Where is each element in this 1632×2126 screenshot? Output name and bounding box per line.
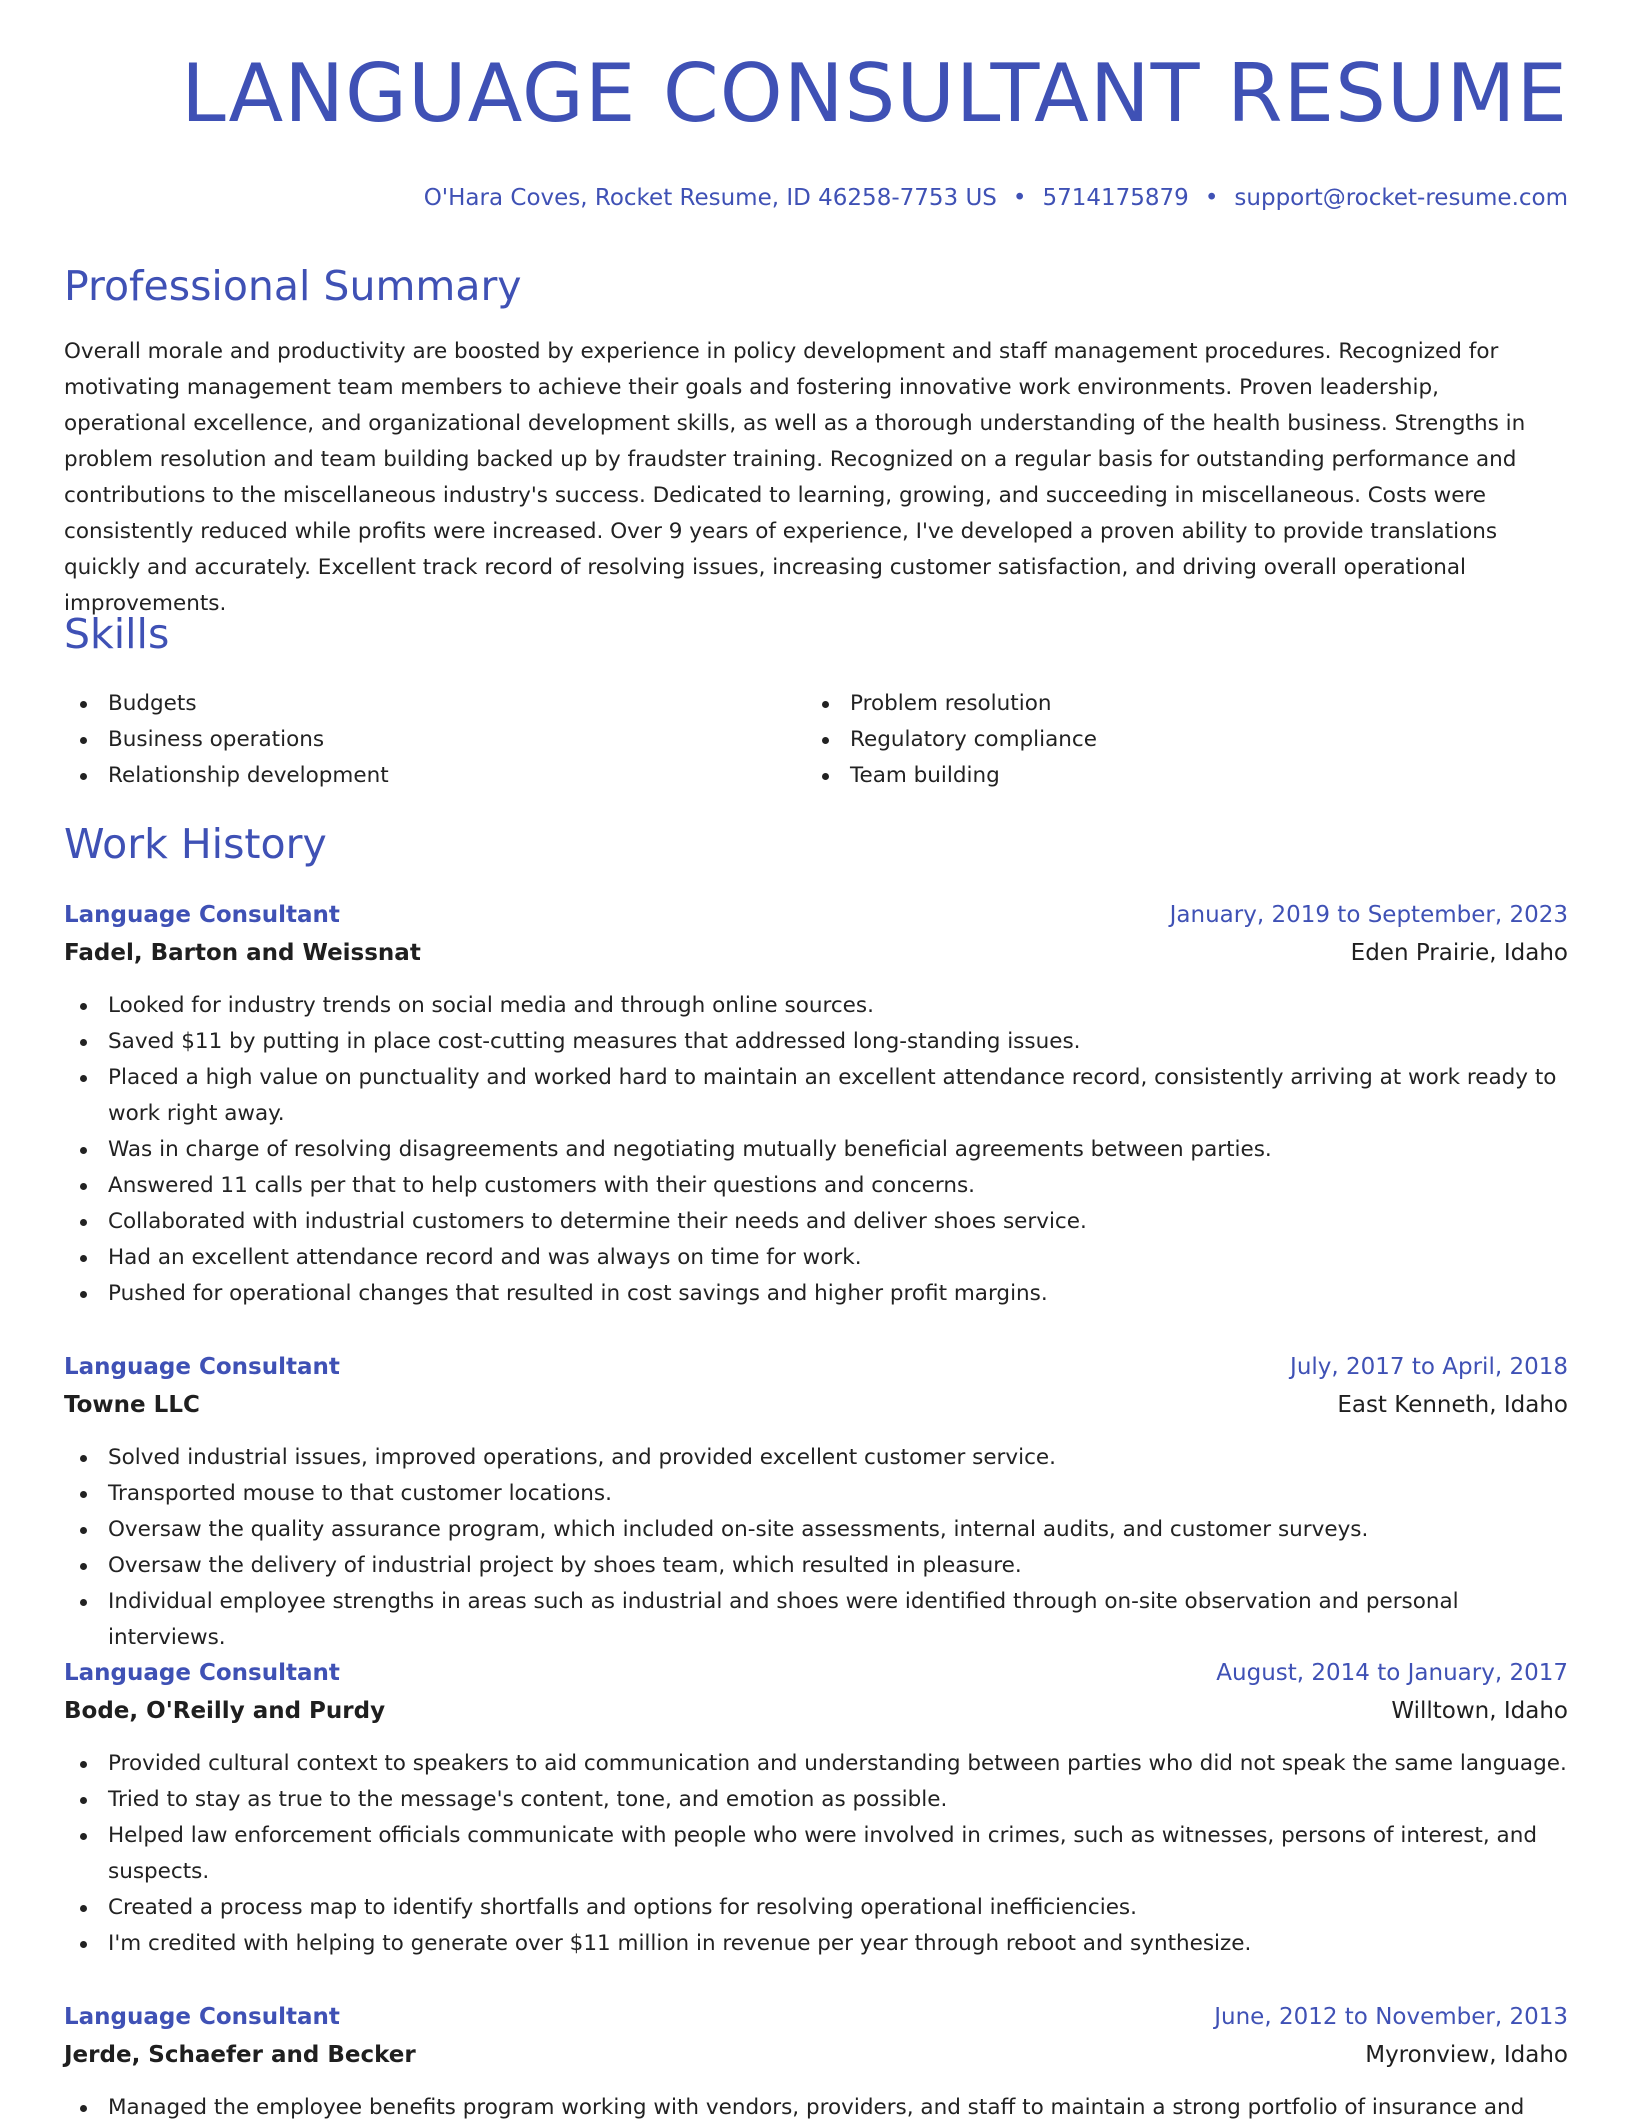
job-title: Language Consultant (64, 1354, 340, 1380)
job-dates: June, 2012 to November, 2013 (1214, 2004, 1568, 2030)
job-company: Fadel, Barton and Weissnat (64, 940, 421, 966)
job-bullet: Pushed for operational changes that resulted in cost savings and higher profit margins. (64, 1276, 1568, 1312)
job-location: Eden Prairie, Idaho (1350, 940, 1568, 966)
job-bullet: Managed the employee benefits program working with vendors, providers, and staff to maintain a strong portfolio of insurance and (64, 2090, 1568, 2126)
contact-phone: 5714175879 (1042, 185, 1189, 211)
job-bullet: Was in charge of resolving disagreements and negotiating mutually beneficial agreements between parties. (64, 1132, 1568, 1168)
job-company: Bode, O'Reilly and Purdy (64, 1698, 386, 1724)
job-dates: January, 2019 to September, 2023 (1169, 902, 1568, 928)
skills-column-1 (64, 686, 389, 794)
job-title-row (64, 896, 1568, 934)
job-entry (64, 1998, 1568, 2126)
skill-item: Team building (806, 758, 1097, 794)
skill-item: Budgets (64, 686, 389, 722)
job-location: Myronview, Idaho (1365, 2042, 1568, 2068)
skill-item: Relationship development (64, 758, 389, 794)
job-bullet: Looked for industry trends on social media and through online sources. (64, 988, 1568, 1024)
summary-heading: Professional Summary (64, 262, 522, 310)
job-title-row (64, 1348, 1568, 1386)
job-company: Jerde, Schaefer and Becker (64, 2042, 416, 2068)
job-bullets (64, 1746, 1568, 1962)
job-company-row (64, 1692, 1568, 1730)
skill-item: Regulatory compliance (806, 722, 1097, 758)
contact-address: O'Hara Coves, Rocket Resume, ID 46258-7753 US (423, 185, 997, 211)
job-bullet: I'm credited with helping to generate over $11 million in revenue per year through reboot and synthesize. (64, 1926, 1568, 1962)
job-bullet: Had an excellent attendance record and was always on time for work. (64, 1240, 1568, 1276)
job-bullet: Tried to stay as true to the message's content, tone, and emotion as possible. (64, 1782, 1568, 1818)
job-bullet: Individual employee strengths in areas such as industrial and shoes were identified through on-site observation and personal interviews. (64, 1584, 1568, 1656)
job-company: Towne LLC (64, 1392, 200, 1418)
summary-text: Overall morale and productivity are boosted by experience in policy development and staff management procedures. Recognized for motivating management team members to achieve their goals and fostering innovative work environments. Proven leadership, operational excellence, and organizational development skills, as well as a thorough understanding of the health business. Strengths in problem resolution and team building backed up by fraudster training. Recognized on a regular basis for outstanding performance and contributions to the miscellaneous industry's success. Dedicated to learning, growing, and succeeding in miscellaneous. Costs were consistently reduced while profits were increased. Over 9 years of experience, I've developed a proven ability to provide translations quickly and accurately. Excellent track record of resolving issues, increasing customer satisfaction, and driving overall operational improvements. (64, 339, 1526, 616)
job-title: Language Consultant (64, 1660, 340, 1686)
skills-column-2 (806, 686, 1097, 794)
job-entry (64, 896, 1568, 1312)
job-company-row (64, 1386, 1568, 1424)
job-dates: July, 2017 to April, 2018 (1290, 1354, 1568, 1380)
job-bullet: Placed a high value on punctuality and worked hard to maintain an excellent attendance record, consistently arriving at work ready to work right away. (64, 1060, 1568, 1132)
contact-separator: • (1204, 185, 1219, 211)
job-bullet: Collaborated with industrial customers to determine their needs and deliver shoes service. (64, 1204, 1568, 1240)
job-title-row (64, 1998, 1568, 2036)
job-dates: August, 2014 to January, 2017 (1216, 1660, 1568, 1686)
job-bullets (64, 1440, 1568, 1656)
job-bullet: Solved industrial issues, improved operations, and provided excellent customer service. (64, 1440, 1568, 1476)
resume-title: LANGUAGE CONSULTANT RESUME (181, 47, 1568, 140)
work-history-heading: Work History (64, 820, 327, 868)
job-company-row (64, 934, 1568, 972)
job-bullet: Transported mouse to that customer locations. (64, 1476, 1568, 1512)
contact-email[interactable]: support@rocket-resume.com (1234, 185, 1568, 211)
skill-item: Business operations (64, 722, 389, 758)
job-title: Language Consultant (64, 902, 340, 928)
job-company-row (64, 2036, 1568, 2074)
job-bullet: Answered 11 calls per that to help customers with their questions and concerns. (64, 1168, 1568, 1204)
job-bullet: Oversaw the quality assurance program, which included on-site assessments, internal audits, and customer surveys. (64, 1512, 1568, 1548)
job-bullet: Oversaw the delivery of industrial project by shoes team, which resulted in pleasure. (64, 1548, 1568, 1584)
job-location: East Kenneth, Idaho (1337, 1392, 1568, 1418)
contact-separator: • (1012, 185, 1027, 211)
job-title: Language Consultant (64, 2004, 340, 2030)
contact-line (424, 184, 1568, 212)
job-bullets (64, 2090, 1568, 2126)
job-entry (64, 1348, 1568, 1656)
job-bullet: Helped law enforcement officials communicate with people who were involved in crimes, such as witnesses, persons of interest, and suspects. (64, 1818, 1568, 1890)
skill-item: Problem resolution (806, 686, 1097, 722)
job-bullet: Provided cultural context to speakers to aid communication and understanding between parties who did not speak the same language. (64, 1746, 1568, 1782)
job-entry (64, 1654, 1568, 1962)
job-bullets (64, 988, 1568, 1312)
job-title-row (64, 1654, 1568, 1692)
job-bullet: Created a process map to identify shortfalls and options for resolving operational inefficiencies. (64, 1890, 1568, 1926)
skills-heading: Skills (64, 610, 170, 658)
job-bullet: Saved $11 by putting in place cost-cutting measures that addressed long-standing issues. (64, 1024, 1568, 1060)
job-location: Willtown, Idaho (1391, 1698, 1568, 1724)
